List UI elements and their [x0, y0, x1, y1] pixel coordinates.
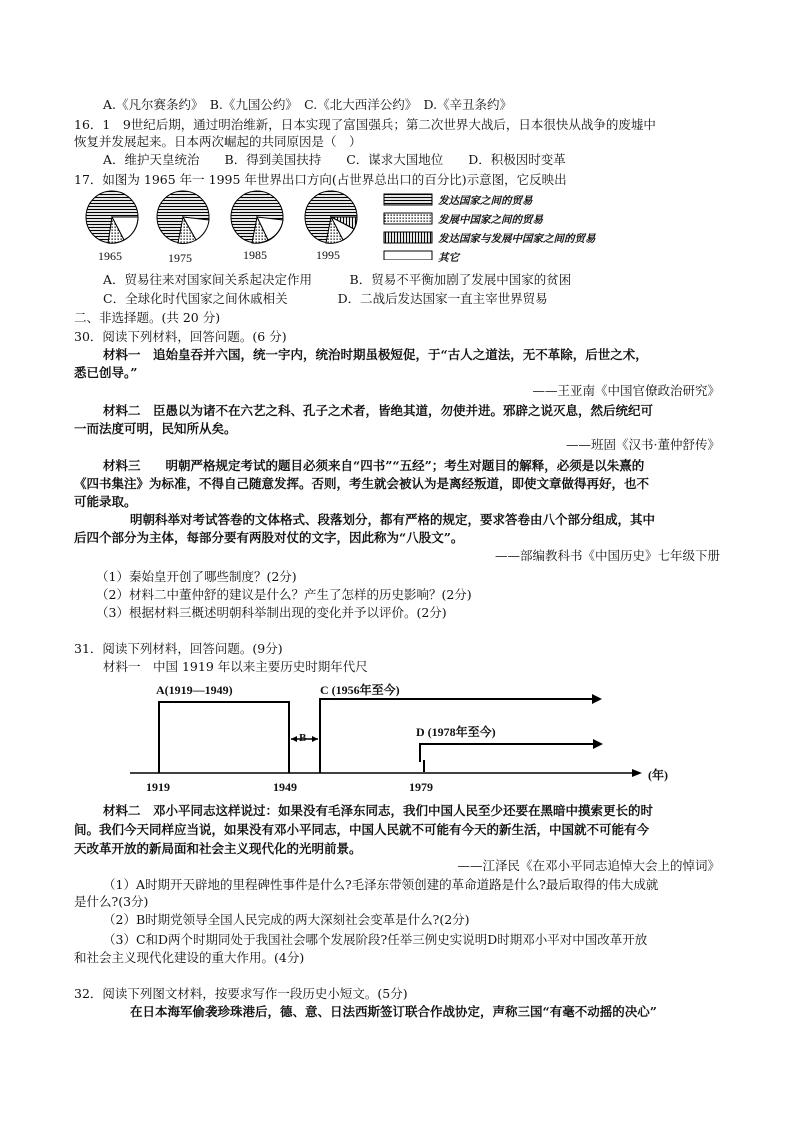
q16-stem-line1: 16．1 9世纪后期，通过明治维新，日本实现了富国强兵；第二次世界大战后，日本很快从战争的废墟中: [74, 117, 656, 132]
legend-label-developed: 发达国家之间的贸易: [438, 195, 533, 207]
q16-options: A．维护天皇统治 B．得到美国扶持 C．谋求大国地位 D．积极因时变革: [103, 152, 566, 167]
legend-label-other: 其它: [438, 252, 459, 264]
q30-material2-source: ——班固《汉书·董仲舒传》: [566, 437, 720, 452]
q31-material2-line2: 间。我们今天同样应当说，如果没有邓小平同志，中国人民就不可能有今天的新生活，中国就不可能有今: [74, 822, 650, 837]
period-a-box: [159, 702, 289, 773]
q30-material3-line5: 后四个部分为主体，每部分要有两股对仗的文字，因此称为“八股文”。: [74, 530, 464, 545]
section-2-heading: 二、非选择题。(共 20 分): [74, 310, 221, 325]
q30-material3-line3: 可能录取。: [74, 494, 137, 509]
q17-options-line1: A．贸易往来对国家间关系起决定作用 B．贸易不平衡加剧了发展中国家的贫困: [103, 272, 572, 287]
q30-stem: 30．阅读下列材料，回答问题。(6 分): [74, 329, 287, 344]
period-b-arrowhead-left: [291, 736, 297, 742]
legend-label-mixed: 发达国家与发展中国家之间的贸易: [438, 233, 596, 245]
q30-material3-source: ——部编教科书《中国历史》七年级下册: [494, 548, 720, 563]
q31-sub3-line1: （3）C和D两个时期同处于我国社会哪个发展阶段?任举三例史实说明D时期邓小平对中国改革开放: [103, 932, 648, 947]
q31-sub1-line1: （1）A时期开天辟地的里程碑性事件是什么?毛泽东带领创建的革命道路是什么?最后取得的伟大成就: [103, 877, 659, 892]
legend-swatch-developing: [384, 213, 432, 224]
q17-options-line2: C．全球化时代国家之间休戚相关 D．二战后发达国家一直主宰世界贸易: [103, 291, 548, 306]
timeline-tick-1949: 1949: [273, 780, 297, 794]
q30-material1-line2: 悉已创导。”: [74, 365, 138, 380]
pie-1965: [86, 191, 138, 243]
period-c-arrowhead: [592, 694, 602, 704]
q30-sub3: （3）根据材料三概述明朝科举制出现的变化并予以评价。(2分): [96, 605, 447, 620]
q31-sub3-line2: 和社会主义现代化建设的重大作用。(4分): [74, 950, 305, 965]
q30-material2-line2: 一而法度可明，民知所从矣。: [74, 421, 237, 436]
pie-year-1995: 1995: [316, 248, 340, 262]
q30-material3-line1: 材料三 明朝严格规定考试的题目必须来自“四书”“五经”；考生对题目的解释，必须是以朱熹的: [103, 458, 645, 473]
timeline-label-d: D (1978年至今): [416, 725, 496, 739]
pie-1995: [305, 191, 357, 243]
q31-material2-line3: 天改革开放的新局面和社会主义现代化的光明前景。: [74, 841, 362, 856]
pie-year-1985: 1985: [243, 248, 267, 262]
timeline-axis-label: (年): [648, 768, 668, 782]
period-b-arrowhead-right: [312, 736, 318, 742]
pie-year-1965: 1965: [98, 249, 122, 263]
pie-1975: [157, 191, 209, 243]
legend-swatch-mixed: [384, 232, 432, 243]
q30-material1-line1: 材料一 追始皇吞并六国，统一宇内，统治时期虽极短促，于“古人之道法，无不革除，后世之术，: [103, 347, 648, 362]
q30-sub2: （2）材料二中董仲舒的建议是什么？产生了怎样的历史影响？(2分): [96, 587, 472, 602]
q30-material3-line4: 明朝科举对考试答卷的文体格式、段落划分，都有严格的规定，要求答卷由八个部分组成，其中: [130, 512, 656, 527]
period-d-arrowhead: [593, 739, 603, 749]
legend-swatch-other: [384, 251, 432, 260]
q31-material2-source: ——江泽民《在邓小平同志追悼大会上的悼词》: [457, 858, 720, 873]
q31-stem: 31．阅读下列材料，回答问题。(9分): [74, 641, 283, 656]
q31-material1-title: 材料一 中国 1919 年以来主要历史时期年代尺: [103, 659, 368, 674]
q32-stem: 32．阅读下列图文材料，按要求写作一段历史小短文。(5分): [74, 986, 408, 1001]
q30-material3-line2: 《四书集注》为标准，不得自己随意发挥。否则，考生就会被认为是离经叛道，即使文章做得再好，也不: [74, 476, 650, 491]
timeline-tick-1919: 1919: [146, 780, 170, 794]
q16-stem-line2: 恢复并发展起来。日本两次崛起的共同原因是（ ）: [74, 134, 362, 149]
q30-material1-source: ——王亚南《中国官僚政治研究》: [532, 383, 720, 398]
q30-sub1: （1）秦始皇开创了哪些制度？(2分): [96, 569, 297, 584]
period-d-line: [420, 744, 599, 762]
q31-sub2: （2）B时期党领导全国人民完成的两大深刻社会变革是什么?(2分): [103, 912, 470, 927]
legend-swatch-developed: [384, 194, 432, 205]
pie-year-1975: 1975: [168, 251, 192, 265]
q32-text-line1: 在日本海军偷袭珍珠港后，德、意、日法西斯签订联合作战协定，声称三国“有毫不动摇的决心”: [130, 1004, 657, 1019]
timeline-label-a: A(1919—1949): [156, 683, 233, 697]
timeline-tick-1979: 1979: [409, 780, 433, 794]
q30-material2-line1: 材料二 臣愚以为诸不在六艺之科、孔子之术者，皆绝其道，勿使并进。邪辟之说灭息，然后统纪可: [103, 403, 654, 418]
q17-stem: 17．如图为 1965 年一 1995 年世界出口方向(占世界总出口的百分比)示意图，它反映出: [74, 172, 567, 187]
pie-1985: [231, 191, 283, 243]
q31-sub1-line2: 是什么?(3分): [74, 894, 149, 909]
q31-material2-line1: 材料二 邓小平同志这样说过：如果没有毛泽东同志，我们中国人民至少还要在黑暗中摸索更长的时: [103, 803, 654, 818]
timeline-axis-arrowhead: [632, 769, 642, 777]
timeline-label-b: B: [299, 732, 307, 744]
timeline-label-c: C (1956年至今): [320, 683, 400, 697]
q15-options: A.《凡尔赛条约》 B.《九国公约》 C.《北大西洋公约》 D.《辛丑条约》: [103, 97, 513, 112]
legend-label-developing: 发展中国家之间的贸易: [438, 214, 543, 226]
